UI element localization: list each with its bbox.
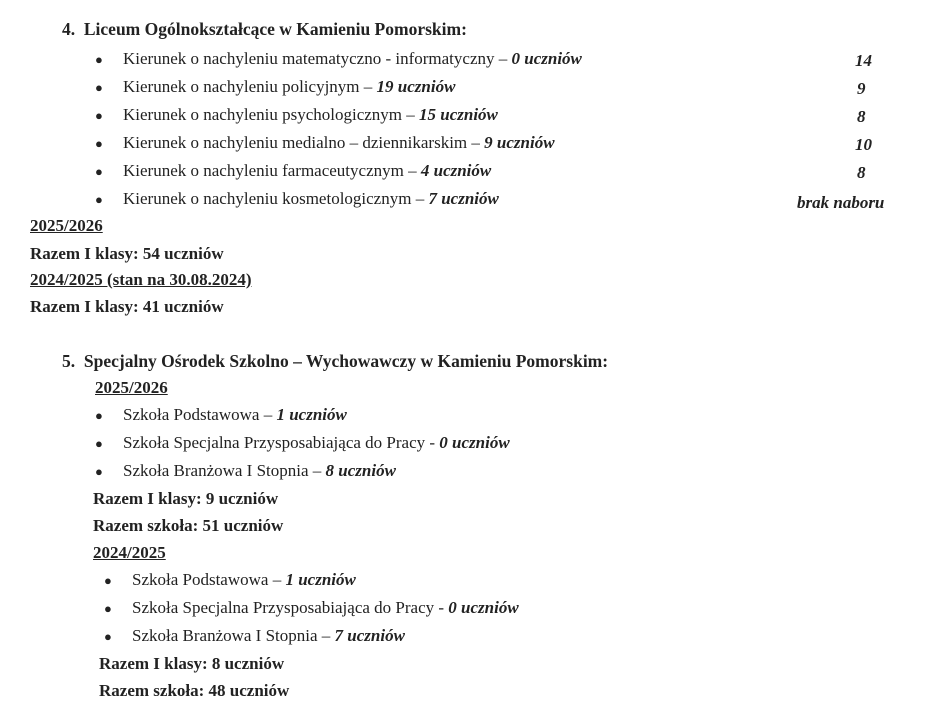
item-count: 19 uczniów bbox=[376, 77, 456, 96]
section5-number: 5. bbox=[62, 351, 76, 371]
item-count: 7 uczniów bbox=[428, 189, 499, 208]
item-right-value: 10 bbox=[855, 135, 872, 154]
total-first-current: Razem I klasy: 9 uczniów bbox=[93, 489, 279, 508]
bullet-icon: ● bbox=[95, 108, 103, 123]
item-text: Szkoła Podstawowa – bbox=[132, 570, 286, 589]
list-item bbox=[132, 625, 405, 647]
year-previous-label: 2024/2025 bbox=[93, 543, 166, 562]
item-right-value: 9 bbox=[857, 79, 866, 98]
item-text: Kierunek o nachyleniu psychologicznym – bbox=[123, 105, 420, 124]
total-first-previous: Razem I klasy: 8 uczniów bbox=[99, 654, 285, 673]
total-school-previous: Razem szkoła: 48 uczniów bbox=[99, 681, 290, 700]
item-text: Szkoła Specjalna Przysposabiająca do Pracy - bbox=[123, 433, 440, 452]
item-text: Kierunek o nachyleniu policyjnym – bbox=[123, 77, 377, 96]
list-item bbox=[132, 597, 519, 619]
item-count: 1 uczniów bbox=[276, 405, 347, 424]
bullet-icon: ● bbox=[95, 408, 103, 423]
bullet-icon: ● bbox=[95, 192, 103, 207]
item-count: 0 uczniów bbox=[448, 598, 519, 617]
list-item bbox=[123, 104, 498, 126]
list-item bbox=[123, 160, 491, 182]
item-right-value: 8 bbox=[857, 163, 866, 182]
bullet-icon: ● bbox=[95, 136, 103, 151]
list-item bbox=[123, 404, 347, 426]
item-text: Szkoła Podstawowa – bbox=[123, 405, 277, 424]
item-count: 0 uczniów bbox=[511, 49, 582, 68]
bullet-icon: ● bbox=[104, 601, 112, 616]
section4-number: 4. bbox=[62, 19, 76, 39]
list-item bbox=[123, 460, 396, 482]
item-count: 0 uczniów bbox=[439, 433, 510, 452]
item-count: 9 uczniów bbox=[484, 133, 555, 152]
item-text: Kierunek o nachyleniu medialno – dziennikarskim – bbox=[123, 133, 485, 152]
item-count: 15 uczniów bbox=[419, 105, 498, 124]
item-right-value: 14 bbox=[855, 51, 872, 70]
bullet-icon: ● bbox=[95, 436, 103, 451]
list-item bbox=[132, 569, 356, 591]
list-item bbox=[123, 432, 510, 454]
bullet-icon: ● bbox=[95, 52, 103, 67]
bullet-icon: ● bbox=[104, 573, 112, 588]
section4-title: Liceum Ogólnokształcące w Kamieniu Pomorskim: bbox=[83, 19, 467, 39]
item-count: 7 uczniów bbox=[334, 626, 405, 645]
item-count: 4 uczniów bbox=[420, 161, 492, 180]
section5-title: Specjalny Ośrodek Szkolno – Wychowawczy w Kamieniu Pomorskim: bbox=[83, 351, 609, 371]
bullet-icon: ● bbox=[95, 80, 103, 95]
section5-heading bbox=[62, 350, 608, 372]
item-text: Szkoła Branżowa I Stopnia – bbox=[132, 626, 335, 645]
item-text: Szkoła Branżowa I Stopnia – bbox=[123, 461, 326, 480]
year-previous-label: 2024/2025 (stan na 30.08.2024) bbox=[30, 270, 252, 289]
section4-heading bbox=[62, 18, 467, 40]
item-text: Kierunek o nachyleniu matematyczno - informatyczny – bbox=[123, 49, 512, 68]
year-current-label: 2025/2026 bbox=[30, 216, 103, 235]
total-current: Razem I klasy: 54 uczniów bbox=[30, 244, 224, 263]
item-text: Kierunek o nachyleniu farmaceutycznym – bbox=[123, 161, 421, 180]
item-right-value: brak naboru bbox=[797, 193, 885, 212]
list-item bbox=[123, 132, 555, 154]
item-text: Kierunek o nachyleniu kosmetologicznym – bbox=[123, 189, 429, 208]
bullet-icon: ● bbox=[95, 164, 103, 179]
list-item bbox=[123, 76, 455, 98]
total-previous: Razem I klasy: 41 uczniów bbox=[30, 297, 224, 316]
item-right-value: 8 bbox=[857, 107, 866, 126]
list-item bbox=[123, 188, 499, 210]
item-count: 1 uczniów bbox=[285, 570, 356, 589]
item-count: 8 uczniów bbox=[325, 461, 396, 480]
year-current-label: 2025/2026 bbox=[95, 378, 168, 397]
item-text: Szkoła Specjalna Przysposabiająca do Pracy - bbox=[132, 598, 449, 617]
total-school-current: Razem szkoła: 51 uczniów bbox=[93, 516, 284, 535]
list-item bbox=[123, 48, 582, 70]
bullet-icon: ● bbox=[95, 464, 103, 479]
bullet-icon: ● bbox=[104, 629, 112, 644]
